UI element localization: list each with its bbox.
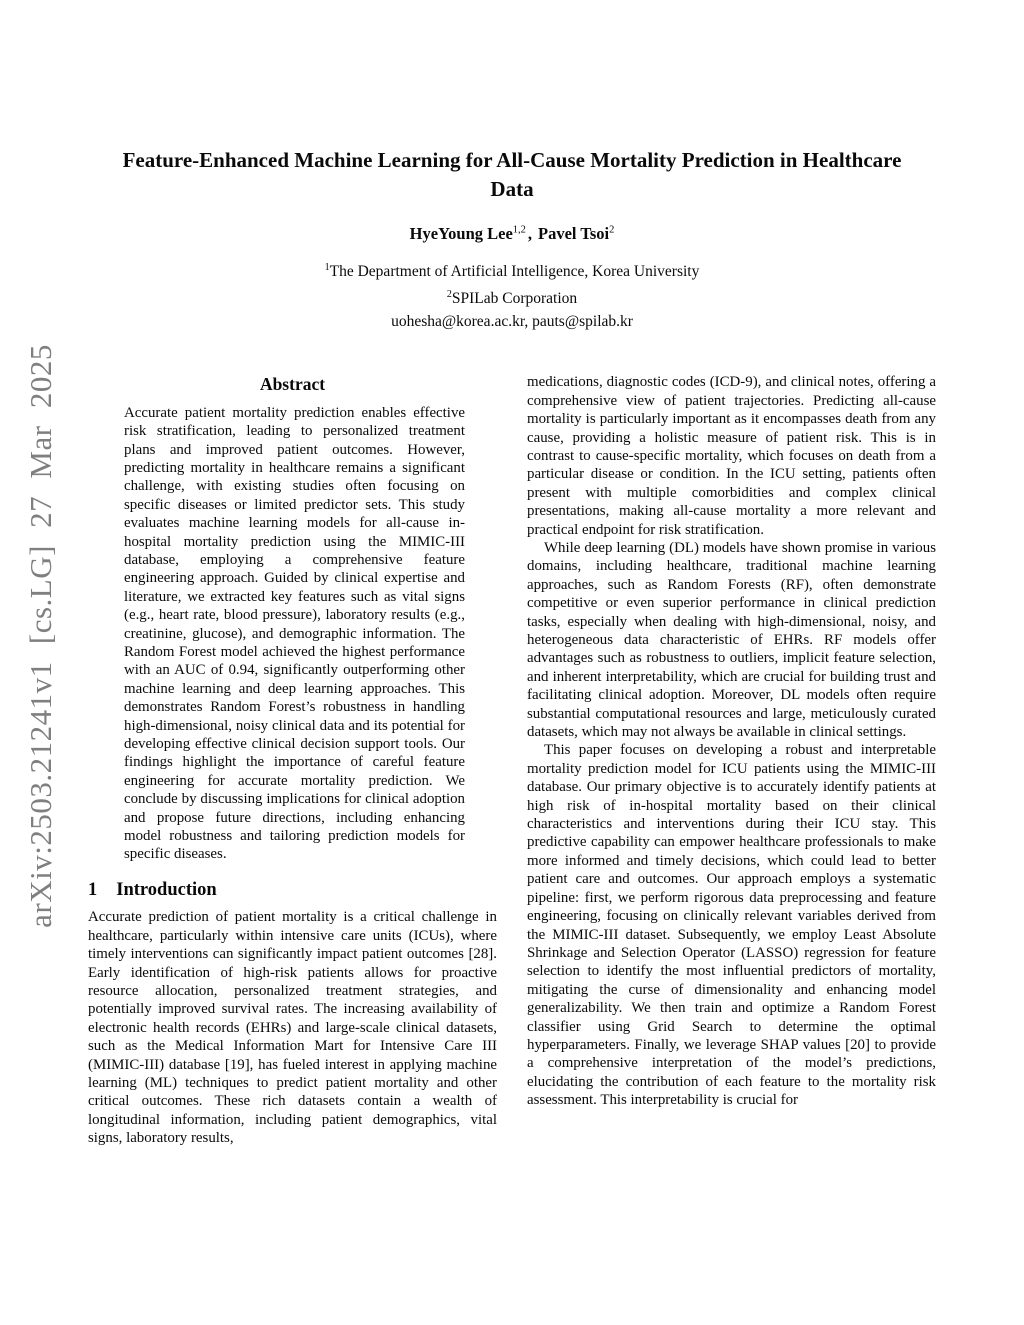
two-column-body [88, 373, 936, 1147]
right-column-paragraph-2: While deep learning (DL) models have shown promise in various domains, including healthcare, traditional machine learning approaches, such as Random Forests (RF), often demonstrate competitive or even superior performance in clinical prediction tasks, especially when dealing with high-dimensional, noisy, and heterogeneous data characteristic of EHRs. RF models offer advantages such as robustness to outliers, implicit feature selection, and inherent interpretability, which are crucial for building trust and facilitating clinical adoption. Moreover, DL models often require substantial computational resources and large, meticulously curated datasets, which may not always be available in clinical settings. [527, 539, 936, 741]
affiliation-line-1 [0, 256, 1024, 283]
affiliation-sup-2: 2 [446, 289, 452, 301]
paper-title: Feature-Enhanced Machine Learning for All-Cause Mortality Prediction in Healthcare Data [122, 148, 902, 201]
affiliations [0, 256, 1024, 333]
right-column-paragraph-3: This paper focuses on developing a robust and interpretable mortality prediction model for ICU patients using the MIMIC-III database. Our primary objective is to accurately identify patients at high risk of in-hospital mortality based on their clinical characteristics and interventions during their ICU stay. This predictive capability can empower healthcare professionals to make more informed and timely decisions, which could lead to better patient care and outcomes. Our approach employs a systematic pipeline: first, we perform rigorous data preprocessing and feature engineering, focusing on clinically relevant variables derived from the MIMIC-III dataset. Subsequently, we employ Least Absolute Shrinkage and Selection Operator (LASSO) regression for feature selection to identify the most influential predictors of mortality, mitigating the curse of dimensionality and enhancing model generalizability. We then train and optimize a Random Forest classifier using Grid Search to determine the optimal hyperparameters. Finally, we leverage SHAP values [20] to provide a comprehensive interpretation of the model’s predictions, elucidating the contribution of each feature to the mortality risk assessment. This interpretability is crucial for [527, 742, 936, 1109]
section-number: 1 [88, 879, 98, 900]
author-separator: , [527, 224, 533, 243]
abstract-text: Accurate patient mortality prediction enables effective risk stratification, leading to personalized treatment plans and improved patient outcomes. However, predicting mortality in healthcare remains a significant challenge, with existing studies often focusing on specific diseases or limited predictor sets. This study evaluates machine learning models for all-cause in-hospital mortality prediction using the MIMIC-III database, employing a comprehensive feature engineering approach. Guided by clinical expertise and literature, we extracted key features such as vital signs (e.g., heart rate, blood pressure), laboratory results (e.g., creatinine, glucose), and demographic information. The Random Forest model achieved the highest performance with an AUC of 0.94, significantly outperforming other machine learning and deep learning approaches. This demonstrates Random Forest’s robustness in handling high-dimensional, noisy clinical data and its potential for developing effective clinical decision support tools. Our findings highlight the importance of careful feature engineering for accurate mortality prediction. We conclude by discussing implications for clinical adoption and propose future directions, including enhancing model robustness and tailoring prediction models for specific diseases. [124, 404, 465, 863]
author-name-second: Pavel Tsoi [538, 224, 610, 243]
author-emails: uohesha@korea.ac.kr, pauts@spilab.kr [391, 313, 633, 331]
arxiv-watermark: arXiv:2503.21241v1 [cs.LG] 27 Mar 2025 [23, 344, 58, 928]
paper-header [0, 0, 1024, 333]
right-column [527, 373, 936, 1147]
left-column [88, 373, 497, 1147]
author-line [0, 224, 1024, 244]
author-name-first: HyeYoung Lee [409, 224, 513, 243]
affiliation-sup-1: 1 [324, 262, 330, 273]
affiliation-line-2 [0, 283, 1024, 310]
introduction-paragraph: Accurate prediction of patient mortality is a critical challenge in healthcare, particularly within intensive care units (ICUs), where timely interventions can significantly impact patient outcomes [28]. Early identification of high-risk patients allows for proactive resource allocation, personalized treatment strategies, and potentially improved survival rates. The increasing availability of electronic health records (EHRs) and large-scale clinical datasets, such as the Medical Information Mart for Intensive Care III (MIMIC-III) database [19], has fueled interest in applying machine learning (ML) techniques to predict patient mortality and other critical outcomes. These rich datasets contain a wealth of longitudinal information, including patient demographics, vital signs, laboratory results, [88, 909, 497, 1147]
author-superscript-first: 1,2 [512, 224, 526, 236]
affiliation-text-1: The Department of Artificial Intelligence, Korea University [329, 263, 700, 281]
affiliation-text-2: SPILab Corporation [451, 290, 578, 308]
section-title: Introduction [116, 879, 217, 900]
right-column-paragraph-1: medications, diagnostic codes (ICD-9), and clinical notes, offering a comprehensive view of patient trajectories. Predicting all-cause mortality is particularly important as it encompasses death from any cause, providing a holistic measure of patient risk. This is in contrast to cause-specific mortality, which focuses on death from a particular disease or condition. In the ICU setting, patients often present with multiple comorbidities and complex clinical presentations, making all-cause mortality a more relevant and practical endpoint for risk stratification. [527, 374, 936, 538]
author-superscript-second: 2 [609, 224, 615, 236]
abstract-heading: Abstract [259, 374, 326, 395]
section-heading-introduction [88, 881, 497, 899]
